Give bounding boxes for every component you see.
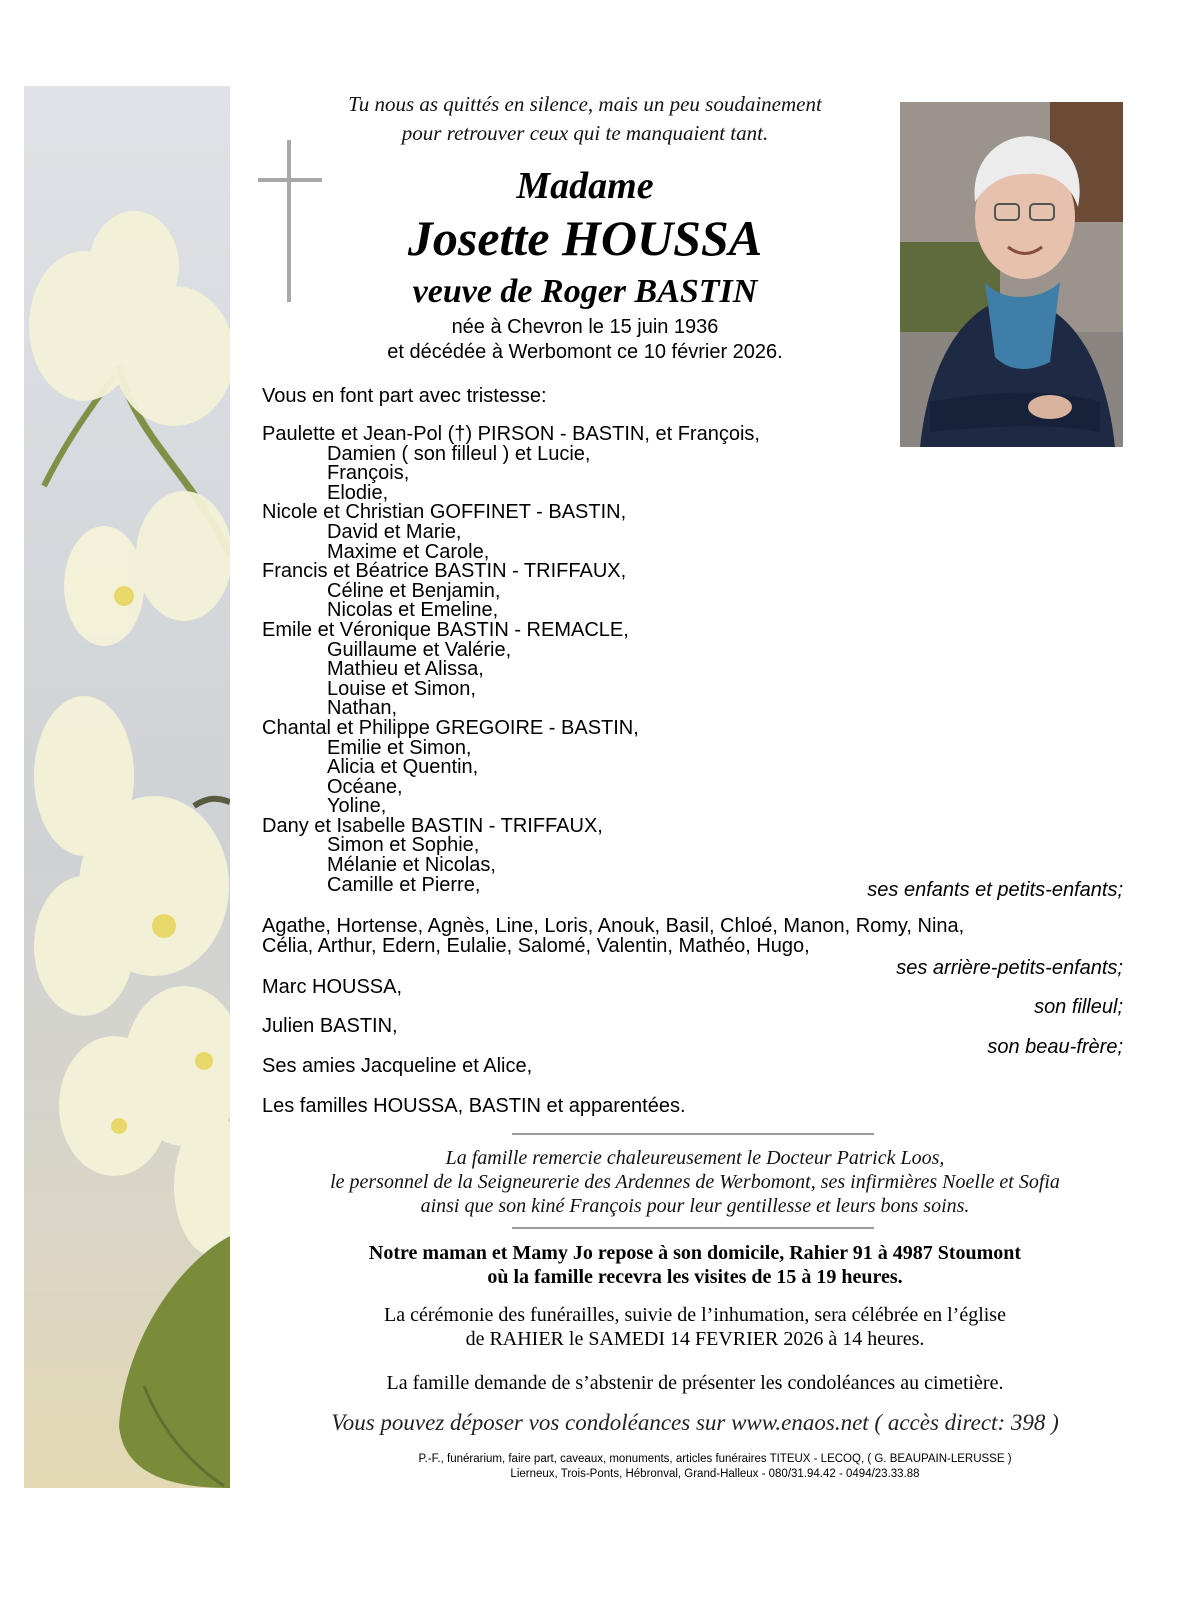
relation-children: ses enfants et petits-enfants;: [867, 879, 1123, 901]
divider-top: [512, 1133, 874, 1135]
thanks-line-2: le personnel de la Seigneurerie des Ardennes de Werbomont, ses infirmières Noelle et Sofia: [330, 1171, 1060, 1193]
request-notice: La famille demande de s’abstenir de présenter les condoléances au cimetière.: [386, 1372, 1004, 1394]
deceased-name: Josette HOUSSA: [407, 210, 763, 266]
relation-great-grandchildren: ses arrière-petits-enfants;: [896, 957, 1123, 979]
family-line: Maxime et Carole,: [327, 540, 490, 563]
family-line: Elodie,: [327, 481, 389, 504]
family-line: Océane,: [327, 775, 403, 798]
family-line: Damien ( son filleul ) et Lucie,: [327, 442, 591, 465]
family-line: Mathieu et Alissa,: [327, 658, 484, 681]
thanks-line-3: ainsi que son kiné François pour leur gentillesse et leurs bons soins.: [420, 1195, 970, 1217]
family-line: Guillaume et Valérie,: [327, 638, 512, 661]
family-line: Emile et Véronique BASTIN - REMACLE,: [262, 618, 629, 641]
birth-line: née à Chevron le 15 juin 1936: [451, 316, 719, 338]
footer: [245, 1452, 1185, 1482]
condolences-notice: Vous pouvez déposer vos condoléances sur www.enaos.net ( accès direct: 398 ): [331, 1410, 1059, 1435]
verse-line-1: Tu nous as quittés en silence, mais un peu soudainement: [348, 92, 822, 116]
family-line: Mélanie et Nicolas,: [327, 854, 496, 877]
ceremony-notice: [245, 1303, 1145, 1351]
great-grandchildren-line: Agathe, Hortense, Agnès, Line, Loris, Anouk, Basil, Chloé, Manon, Romy, Nina,: [262, 915, 965, 937]
family-line: Simon et Sophie,: [327, 834, 480, 857]
family-line: Nathan,: [327, 697, 398, 720]
family-line: Dany et Isabelle BASTIN - TRIFFAUX,: [262, 814, 603, 837]
family-line: François,: [327, 462, 410, 485]
verse-line-2: pour retrouver ceux qui te manquaient tant.: [401, 121, 769, 145]
title-madame: Madame: [516, 165, 654, 207]
great-grandchildren-line: Célia, Arthur, Edern, Eulalie, Salomé, Valentin, Mathéo, Hugo,: [262, 934, 810, 957]
family-line: Francis et Béatrice BASTIN - TRIFFAUX,: [262, 560, 627, 583]
orchid-decoration: [24, 86, 230, 1488]
thanks-block: [245, 1146, 1145, 1218]
verse: [250, 90, 920, 148]
relation-brother-in-law: son beau-frère;: [987, 1036, 1123, 1058]
widow-of: veuve de Roger BASTIN: [412, 273, 758, 310]
family-line: David et Marie,: [327, 520, 462, 543]
brother-in-law-name: Julien BASTIN,: [262, 1015, 398, 1037]
announcement-intro: Vous en font part avec tristesse:: [262, 385, 547, 407]
families-line: Les familles HOUSSA, BASTIN et apparentées.: [262, 1095, 686, 1117]
thanks-line-1: La famille remercie chaleureusement le Docteur Patrick Loos,: [445, 1147, 945, 1169]
family-line: Céline et Benjamin,: [327, 579, 501, 602]
family-line: Nicolas et Emeline,: [327, 599, 499, 622]
family-line: Nicole et Christian GOFFINET - BASTIN,: [262, 501, 627, 524]
relation-godson: son filleul;: [1034, 996, 1123, 1018]
portrait-photo: [900, 102, 1123, 447]
family-line: Camille et Pierre,: [327, 873, 481, 896]
footer-line-1: P.-F., funérarium, faire part, caveaux, monuments, articles funéraires TITEUX - LECOQ, ( G. BEAUPAIN-LERUSSE ): [418, 1453, 1012, 1465]
family-line: Chantal et Philippe GREGOIRE - BASTIN,: [262, 716, 639, 739]
ceremony-line-1: La cérémonie des funérailles, suivie de l’inhumation, sera célébrée en l’église: [384, 1304, 1006, 1326]
ceremony-line-2: de RAHIER le SAMEDI 14 FEVRIER 2026 à 14 heures.: [465, 1328, 925, 1350]
friends-line: Ses amies Jacqueline et Alice,: [262, 1055, 533, 1077]
divider-bottom: [512, 1227, 874, 1229]
family-line: Emilie et Simon,: [327, 736, 472, 759]
footer-line-2: Lierneux, Trois-Ponts, Hébronval, Grand-Halleux - 080/31.94.42 - 0494/23.33.88: [510, 1468, 920, 1480]
great-grandchildren-list: [262, 917, 1122, 956]
death-line: et décédée à Werbomont ce 10 février 2026.: [387, 341, 783, 363]
family-line: Louise et Simon,: [327, 677, 476, 700]
rest-line-2: où la famille recevra les visites de 15 à 19 heures.: [487, 1266, 903, 1288]
godson-name: Marc HOUSSA,: [262, 976, 403, 998]
family-line: Paulette et Jean-Pol (†) PIRSON - BASTIN, et François,: [262, 423, 760, 445]
family-line: Alicia et Quentin,: [327, 756, 479, 779]
rest-notice: [245, 1241, 1145, 1289]
family-line: Yoline,: [327, 795, 387, 818]
family-list: [262, 425, 902, 895]
rest-line-1: Notre maman et Mamy Jo repose à son domicile, Rahier 91 à 4987 Stoumont: [368, 1242, 1022, 1264]
